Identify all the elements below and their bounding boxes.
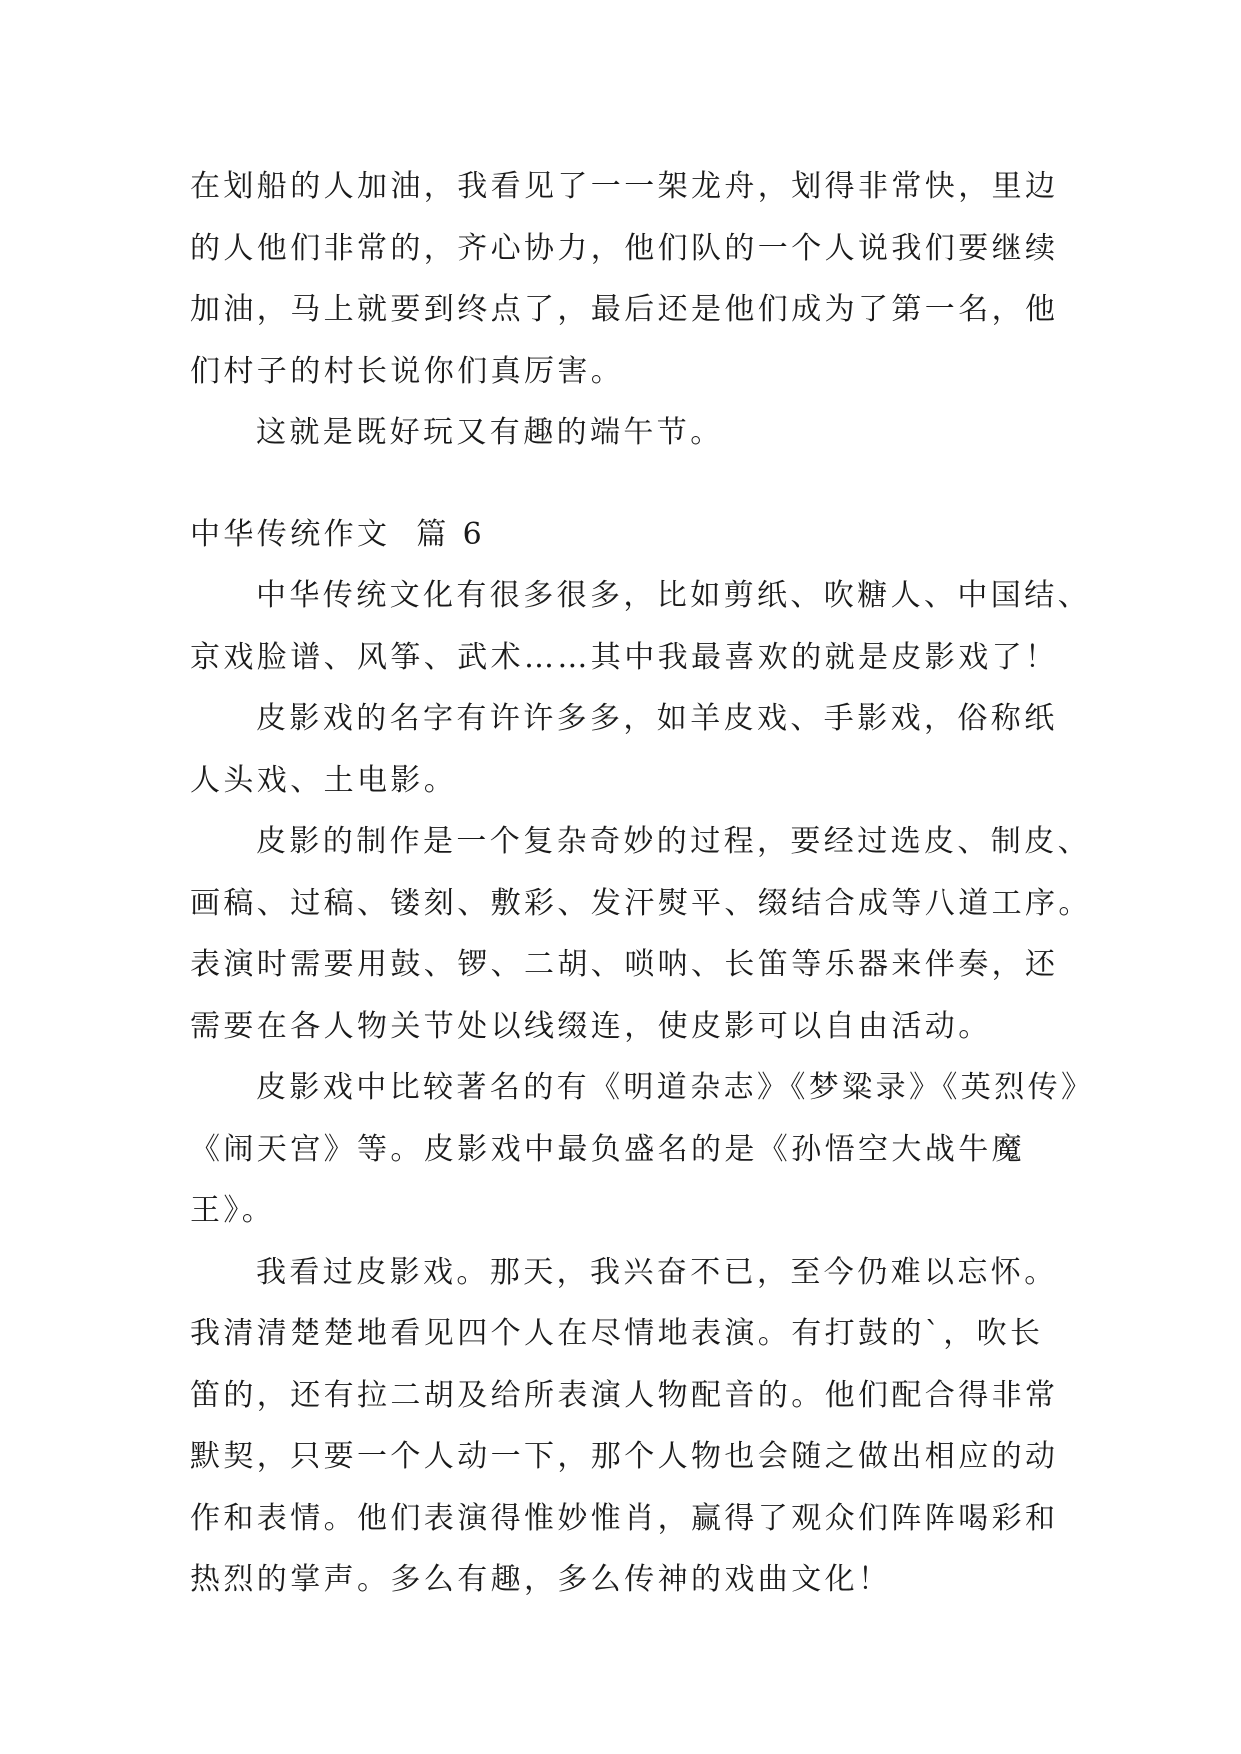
essay-heading-block [190, 504, 1050, 566]
essay-body [190, 565, 1095, 1611]
text-line: 笛的，还有拉二胡及给所表演人物配音的。他们配合得非常 [190, 1377, 1059, 1413]
text-line: 作和表情。他们表演得惟妙惟肖，赢得了观众们阵阵喝彩和 [190, 1500, 1059, 1536]
text-line: 表演时需要用鼓、锣、二胡、唢呐、长笛等乐器来伴奏，还 [190, 947, 1059, 982]
text-line: 我看过皮影戏。那天，我兴奋不已，至今仍难以忘怀。 [256, 1254, 1058, 1290]
paragraph [190, 688, 1058, 811]
text-line: 王》。 [190, 1193, 276, 1228]
text-line: 这就是既好玩又有趣的端午节。 [256, 415, 724, 450]
text-line: 京戏脸谱、风筝、武术……其中我最喜欢的就是皮影戏了！ [190, 639, 1059, 675]
text-line: 在划船的人加油，我看见了一一架龙舟，划得非常快，里边 [190, 169, 1059, 204]
text-line: 中华传统文化有很多很多，比如剪纸、吹糖人、中国结、 [256, 578, 1091, 613]
previous-essay-ending [190, 156, 1059, 464]
essay-heading: 中华传统作文 篇 6 [190, 517, 486, 552]
text-line: 《闹天宫》等。皮影戏中最负盛名的是《孙悟空大战牛魔 [190, 1131, 1025, 1167]
paragraph [190, 811, 1092, 1057]
paragraph [190, 156, 1059, 402]
text-line: 皮影的制作是一个复杂奇妙的过程，要经过选皮、制皮、 [256, 824, 1091, 859]
text-line: 需要在各人物关节处以线缀连，使皮影可以自由活动。 [190, 1008, 992, 1044]
text-line: 皮影戏中比较著名的有《明道杂志》《梦粱录》《英烈传》 [256, 1070, 1095, 1105]
text-line: 们村子的村长说你们真厉害。 [190, 353, 625, 389]
text-line: 人头戏、土电影。 [190, 762, 458, 798]
text-line: 皮影戏的名字有许许多多，如羊皮戏、手影戏，俗称纸 [256, 701, 1058, 736]
paragraph [190, 565, 1091, 688]
paragraph [190, 1057, 1095, 1242]
text-line: 我清清楚楚地看见四个人在尽情地表演。有打鼓的`，吹长 [190, 1316, 1044, 1351]
text-line: 默契，只要一个人动一下，那个人物也会随之做出相应的动 [190, 1439, 1059, 1474]
text-line: 热烈的掌声。多么有趣，多么传神的戏曲文化！ [190, 1562, 892, 1597]
paragraph [190, 1242, 1059, 1611]
text-line: 加油，马上就要到终点了，最后还是他们成为了第一名，他 [190, 292, 1059, 327]
paragraph [190, 402, 1050, 464]
text-line: 画稿、过稿、镂刻、敷彩、发汗熨平、缀结合成等八道工序。 [190, 885, 1092, 921]
text-line: 的人他们非常的，齐心协力，他们队的一个人说我们要继续 [190, 230, 1059, 266]
